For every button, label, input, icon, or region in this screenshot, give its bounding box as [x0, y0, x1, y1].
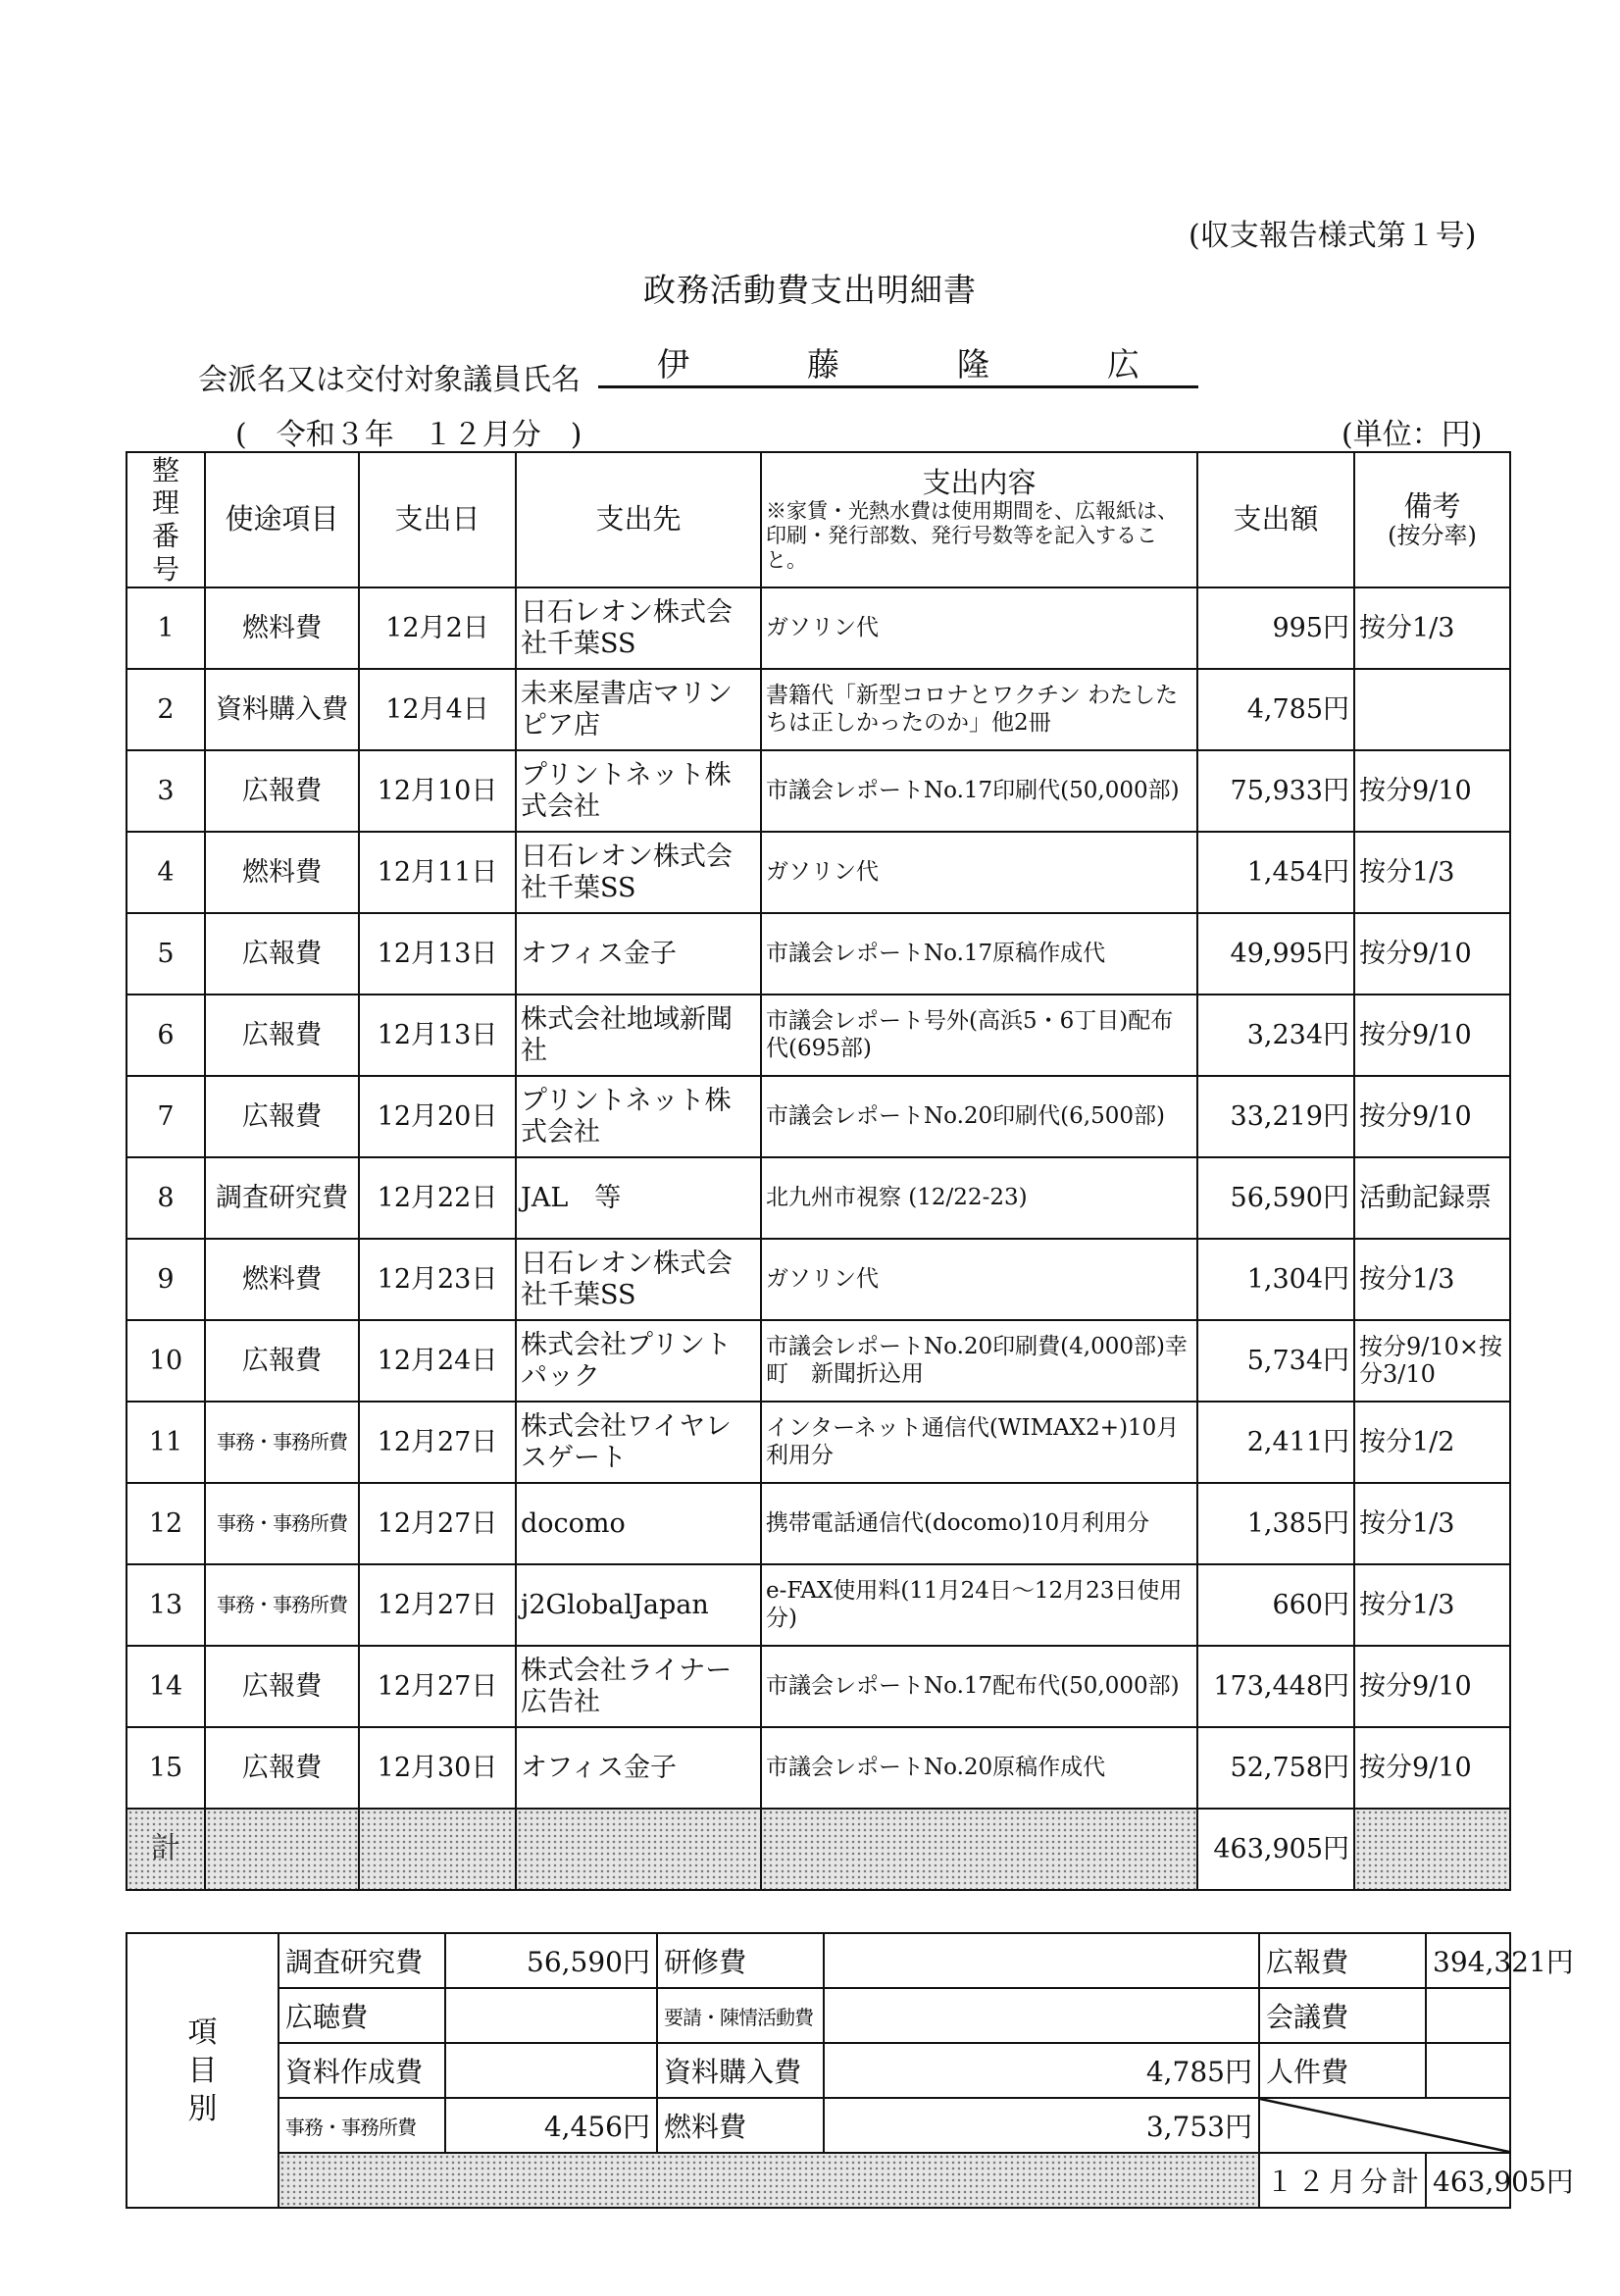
row-payee: 株式会社地域新聞社 [516, 995, 761, 1076]
row-category: 事務・事務所費 [205, 1483, 359, 1564]
total-amount: 463,905円 [1197, 1809, 1354, 1890]
total-blank [1354, 1809, 1510, 1890]
row-payee: 株式会社プリントパック [516, 1320, 761, 1402]
row-content: 市議会レポートNo.20原稿作成代 [761, 1727, 1197, 1809]
row-amount: 995円 [1197, 587, 1354, 669]
summary-item-value [824, 1988, 1259, 2043]
member-name-char: 広 [1107, 345, 1139, 383]
row-amount: 49,995円 [1197, 913, 1354, 995]
row-no: 5 [127, 913, 205, 995]
row-date: 12月20日 [359, 1076, 516, 1157]
row-date: 12月4日 [359, 669, 516, 750]
table-row [127, 669, 1510, 750]
row-date: 12月27日 [359, 1483, 516, 1564]
summary-item-value [824, 1933, 1259, 1988]
row-payee: 株式会社ライナー広告社 [516, 1646, 761, 1727]
row-no: 12 [127, 1483, 205, 1564]
row-no: 15 [127, 1727, 205, 1809]
total-row [127, 1809, 1510, 1890]
header-no: 整理番号 [127, 452, 205, 587]
row-content: インターネット通信代(WIMAX2+)10月利用分 [761, 1402, 1197, 1483]
summary-item-value: 4,785円 [824, 2043, 1259, 2098]
row-content: e-FAX使用料(11月24日～12月23日使用分) [761, 1564, 1197, 1646]
table-row [127, 1076, 1510, 1157]
header-remarks-title: 備考 [1403, 488, 1461, 523]
table-row [127, 587, 1510, 669]
row-payee: 株式会社ワイヤレスゲート [516, 1402, 761, 1483]
row-amount: 33,219円 [1197, 1076, 1354, 1157]
summary-row [127, 2098, 1510, 2153]
summary-item-value [1426, 1988, 1510, 2043]
row-no: 6 [127, 995, 205, 1076]
total-label: 計 [127, 1809, 205, 1890]
row-content: 携帯電話通信代(docomo)10月利用分 [761, 1483, 1197, 1564]
row-remarks: 按分9/10 [1354, 995, 1510, 1076]
member-label: 会派名又は交付対象議員氏名 [198, 363, 581, 397]
row-category: 広報費 [205, 750, 359, 832]
row-remarks: 活動記録票 [1354, 1157, 1510, 1239]
table-row [127, 1402, 1510, 1483]
header-content-title: 支出内容 [922, 465, 1037, 499]
header-date: 支出日 [359, 452, 516, 587]
summary-item-value [445, 1988, 657, 2043]
row-category: 広報費 [205, 1727, 359, 1809]
row-content: ガソリン代 [761, 1239, 1197, 1320]
total-blank [516, 1809, 761, 1890]
row-category: 広報費 [205, 1646, 359, 1727]
row-category: 広報費 [205, 1076, 359, 1157]
summary-item-value: 56,590円 [445, 1933, 657, 1988]
row-payee: 日石レオン株式会社千葉SS [516, 832, 761, 913]
row-remarks: 按分9/10 [1354, 913, 1510, 995]
table-row [127, 1727, 1510, 1809]
row-category: 燃料費 [205, 832, 359, 913]
summary-item-value [445, 2043, 657, 2098]
row-date: 12月30日 [359, 1727, 516, 1809]
summary-item-label: 資料作成費 [278, 2043, 445, 2098]
summary-item-label: 研修費 [657, 1933, 824, 1988]
table-row [127, 1320, 1510, 1402]
member-name-char: 隆 [957, 345, 989, 383]
row-no: 4 [127, 832, 205, 913]
summary-item-label: 人件費 [1259, 2043, 1426, 2098]
form-code: (収支報告様式第１号) [1189, 219, 1477, 253]
row-content: 市議会レポートNo.17印刷代(50,000部) [761, 750, 1197, 832]
total-blank [761, 1809, 1197, 1890]
row-date: 12月13日 [359, 913, 516, 995]
total-blank [359, 1809, 516, 1890]
row-category: 燃料費 [205, 1239, 359, 1320]
row-content: 市議会レポートNo.20印刷代(6,500部) [761, 1076, 1197, 1157]
row-date: 12月23日 [359, 1239, 516, 1320]
row-no: 9 [127, 1239, 205, 1320]
row-remarks: 按分1/2 [1354, 1402, 1510, 1483]
row-amount: 1,304円 [1197, 1239, 1354, 1320]
row-amount: 75,933円 [1197, 750, 1354, 832]
row-category: 広報費 [205, 995, 359, 1076]
row-no: 7 [127, 1076, 205, 1157]
row-remarks [1354, 669, 1510, 750]
row-remarks: 按分9/10 [1354, 1646, 1510, 1727]
row-no: 2 [127, 669, 205, 750]
summary-row [127, 1988, 1510, 2043]
summary-item-label: 広報費 [1259, 1933, 1426, 1988]
row-no: 1 [127, 587, 205, 669]
row-payee: docomo [516, 1483, 761, 1564]
table-row [127, 1646, 1510, 1727]
row-amount: 3,234円 [1197, 995, 1354, 1076]
summary-table [126, 1932, 1574, 2209]
summary-item-label: 調査研究費 [278, 1933, 445, 1988]
summary-row [127, 2153, 1510, 2208]
row-category: 調査研究費 [205, 1157, 359, 1239]
row-remarks: 按分9/10 [1354, 1076, 1510, 1157]
summary-row [127, 2043, 1510, 2098]
row-category: 広報費 [205, 1320, 359, 1402]
member-name-char: 伊 [657, 345, 689, 383]
row-content: 市議会レポート号外(高浜5・6丁目)配布代(695部) [761, 995, 1197, 1076]
row-payee: j2GlobalJapan [516, 1564, 761, 1646]
summary-item-value: 394,321円 [1426, 1933, 1510, 1988]
table-row [127, 913, 1510, 995]
row-content: ガソリン代 [761, 587, 1197, 669]
row-category: 資料購入費 [205, 669, 359, 750]
row-date: 12月27日 [359, 1564, 516, 1646]
row-amount: 660円 [1197, 1564, 1354, 1646]
unit-label: (単位：円) [1342, 418, 1483, 452]
table-row [127, 750, 1510, 832]
summary-item-value: 4,456円 [445, 2098, 657, 2153]
member-name-char: 藤 [807, 345, 839, 383]
header-content-note: ※家賃・光熱水費は使用期間を、広報紙は、印刷・発行部数、発行号数等を記入すること。 [766, 498, 1178, 573]
row-no: 3 [127, 750, 205, 832]
table-row [127, 1157, 1510, 1239]
row-amount: 2,411円 [1197, 1402, 1354, 1483]
expense-table [126, 451, 1511, 1891]
expense-rows [127, 587, 1510, 1809]
summary-item-label: 会議費 [1259, 1988, 1426, 2043]
row-no: 10 [127, 1320, 205, 1402]
header-payee: 支出先 [516, 452, 761, 587]
row-date: 12月24日 [359, 1320, 516, 1402]
row-payee: JAL 等 [516, 1157, 761, 1239]
row-no: 13 [127, 1564, 205, 1646]
month-total-label: １２月分計 [1259, 2153, 1426, 2208]
row-date: 12月10日 [359, 750, 516, 832]
header-category: 使途項目 [205, 452, 359, 587]
row-content: 北九州市視察 (12/22-23) [761, 1157, 1197, 1239]
row-content: 市議会レポートNo.20印刷費(4,000部)幸町 新聞折込用 [761, 1320, 1197, 1402]
header-row [127, 452, 1510, 587]
summary-side-text: 項目別 [187, 2015, 218, 2126]
summary-item-label: 資料購入費 [657, 2043, 824, 2098]
row-amount: 4,785円 [1197, 669, 1354, 750]
row-date: 12月2日 [359, 587, 516, 669]
row-category: 燃料費 [205, 587, 359, 669]
period: ( 令和３年 １２月分 ) [235, 418, 582, 452]
summary-item-value: 3,753円 [824, 2098, 1259, 2153]
row-remarks: 按分1/3 [1354, 1483, 1510, 1564]
row-date: 12月22日 [359, 1157, 516, 1239]
row-payee: プリントネット株式会社 [516, 1076, 761, 1157]
row-date: 12月27日 [359, 1402, 516, 1483]
table-row [127, 995, 1510, 1076]
row-content: ガソリン代 [761, 832, 1197, 913]
row-payee: 日石レオン株式会社千葉SS [516, 1239, 761, 1320]
summary-slash-cell [1259, 2098, 1510, 2153]
row-remarks: 按分1/3 [1354, 587, 1510, 669]
row-date: 12月11日 [359, 832, 516, 913]
row-payee: 未来屋書店マリンピア店 [516, 669, 761, 750]
row-payee: プリントネット株式会社 [516, 750, 761, 832]
summary-row [127, 1933, 1510, 1988]
row-amount: 52,758円 [1197, 1727, 1354, 1809]
row-amount: 5,734円 [1197, 1320, 1354, 1402]
table-row [127, 1564, 1510, 1646]
summary-item-label: 広聴費 [278, 1988, 445, 2043]
row-amount: 1,454円 [1197, 832, 1354, 913]
summary-side-label [127, 1933, 278, 2208]
header-amount: 支出額 [1197, 452, 1354, 587]
row-payee: オフィス金子 [516, 913, 761, 995]
row-no: 14 [127, 1646, 205, 1727]
row-payee: オフィス金子 [516, 1727, 761, 1809]
summary-item-value [1426, 2043, 1510, 2098]
summary-blank [278, 2153, 1259, 2208]
table-row [127, 1239, 1510, 1320]
row-date: 12月27日 [359, 1646, 516, 1727]
row-amount: 1,385円 [1197, 1483, 1354, 1564]
row-remarks: 按分1/3 [1354, 1239, 1510, 1320]
row-category: 事務・事務所費 [205, 1564, 359, 1646]
row-remarks: 按分9/10×按分3/10 [1354, 1320, 1510, 1402]
summary-item-label: 事務・事務所費 [278, 2098, 445, 2153]
row-payee: 日石レオン株式会社千葉SS [516, 587, 761, 669]
row-no: 8 [127, 1157, 205, 1239]
summary-item-label: 燃料費 [657, 2098, 824, 2153]
row-remarks: 按分1/3 [1354, 1564, 1510, 1646]
row-content: 書籍代「新型コロナとワクチン わたしたちは正しかったのか」他2冊 [761, 669, 1197, 750]
row-category: 広報費 [205, 913, 359, 995]
row-content: 市議会レポートNo.17原稿作成代 [761, 913, 1197, 995]
header-content [761, 452, 1197, 587]
header-remarks-sub: (按分率) [1388, 521, 1477, 549]
document-title: 政務活動費支出明細書 [643, 271, 977, 309]
month-total-value: 463,905円 [1426, 2153, 1510, 2208]
total-blank [205, 1809, 359, 1890]
member-name [598, 347, 1198, 388]
summary-item-label: 要請・陳情活動費 [657, 1988, 824, 2043]
table-row [127, 1483, 1510, 1564]
row-no: 11 [127, 1402, 205, 1483]
row-category: 事務・事務所費 [205, 1402, 359, 1483]
row-date: 12月13日 [359, 995, 516, 1076]
header-remarks [1354, 452, 1510, 587]
row-remarks: 按分9/10 [1354, 750, 1510, 832]
row-amount: 173,448円 [1197, 1646, 1354, 1727]
table-row [127, 832, 1510, 913]
row-remarks: 按分1/3 [1354, 832, 1510, 913]
row-content: 市議会レポートNo.17配布代(50,000部) [761, 1646, 1197, 1727]
row-amount: 56,590円 [1197, 1157, 1354, 1239]
row-remarks: 按分9/10 [1354, 1727, 1510, 1809]
